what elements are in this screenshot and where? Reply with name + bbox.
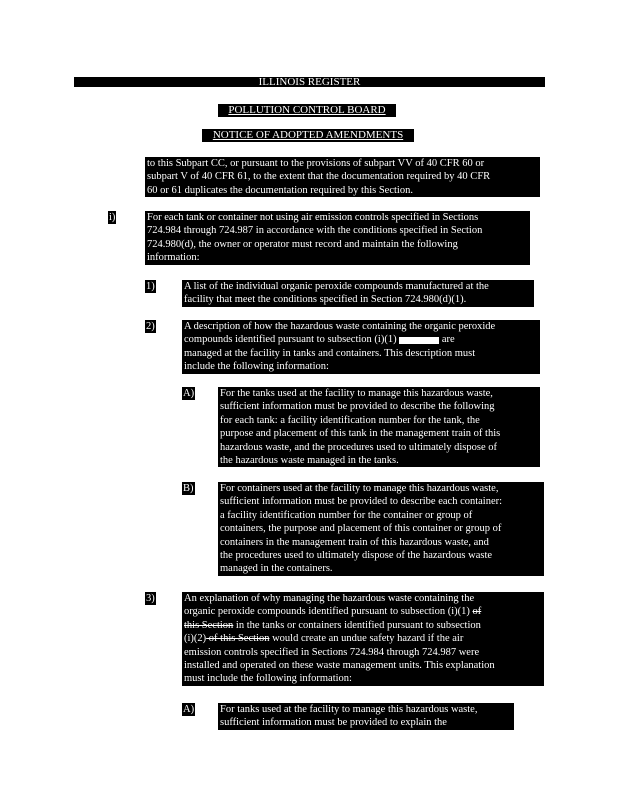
- item-3a-paragraph: [218, 703, 514, 730]
- item-i-paragraph: [145, 211, 530, 265]
- text-segment: organic peroxide compounds identified pursuant to subsection (i)(1): [184, 606, 470, 618]
- deleted-text: of: [472, 606, 482, 618]
- text-line: [184, 619, 542, 632]
- text-line: installed and operated on these waste management units. This explanation: [184, 660, 495, 672]
- text-line: emission controls specified in Sections 724.984 through 724.987 were: [184, 646, 480, 658]
- text-line: managed at the facility in tanks and containers. This description must: [184, 347, 476, 359]
- item-2a-paragraph: [218, 387, 540, 467]
- item-2-paragraph: [182, 320, 540, 374]
- text-line: For the tanks used at the facility to manage this hazardous waste,: [220, 388, 493, 399]
- text-line: 60 or 61 duplicates the documentation required by this Section.: [147, 184, 413, 196]
- deleted-text: of this Section: [206, 633, 270, 645]
- text-line: [184, 333, 538, 346]
- text-line: containers, the purpose and placement of this container or group of: [220, 523, 502, 535]
- item-2a-label: A): [183, 388, 195, 399]
- text-line: An explanation of why managing the hazardous waste containing the: [184, 593, 475, 604]
- text-line: containers in the management train of this hazardous waste, and: [220, 536, 489, 548]
- text-line: for each tank: a facility identification number for the tank, the: [220, 414, 480, 426]
- redaction-mark: [399, 337, 439, 344]
- text-line: 724.984 through 724.987 in accordance with the conditions specified in Section: [147, 225, 483, 237]
- text-line: a facility identification number for the container or group of: [220, 509, 473, 521]
- text-line: the hazardous waste managed in the tanks.: [220, 455, 399, 467]
- text-segment: (i)(2): [184, 633, 207, 645]
- item-3-label: 3): [146, 593, 155, 604]
- text-line: include the following information:: [184, 361, 329, 373]
- text-line: sufficient information must be provided to describe each container:: [220, 496, 503, 508]
- item-3-paragraph: [182, 592, 544, 686]
- text-line: [184, 632, 542, 645]
- item-2-label: 2): [146, 321, 155, 332]
- text-line: to this Subpart CC, or pursuant to the provisions of subpart VV of 40 CFR 60 or: [147, 158, 485, 169]
- text-line: subpart V of 40 CFR 61, to the extent that the documentation required by 40 CFR: [147, 171, 491, 183]
- text-line: [184, 605, 542, 618]
- text-line: sufficient information must be provided to describe the following: [220, 401, 495, 413]
- text-line: A description of how the hazardous waste containing the organic peroxide: [184, 321, 496, 332]
- board-title: POLLUTION CONTROL BOARD: [218, 104, 396, 117]
- item-3a-label: A): [183, 704, 195, 715]
- text-line: 724.980(d), the owner or operator must record and maintain the following: [147, 238, 458, 250]
- text-line: hazardous waste, and the procedures used to ultimately dispose of: [220, 441, 498, 453]
- item-2b-paragraph: [218, 482, 544, 576]
- text-segment: would create an undue safety hazard if the air: [269, 633, 464, 645]
- text-line: the procedures used to ultimately dispose of the hazardous waste: [220, 550, 493, 562]
- text-line: For containers used at the facility to manage this hazardous waste,: [220, 483, 499, 494]
- register-header-bar: [74, 77, 545, 87]
- intro-paragraph: [145, 157, 540, 197]
- item-1-label: 1): [146, 281, 155, 292]
- text-segment: in the tanks or containers identified pursuant to subsection: [233, 619, 481, 631]
- text-line: facility that meet the conditions specified in Section 724.980(d)(1).: [184, 294, 467, 306]
- text-line: For each tank or container not using air emission controls specified in Sections: [147, 212, 479, 223]
- text-segment: compounds identified pursuant to subsection (i)(1): [184, 334, 397, 346]
- deleted-text: this Section: [184, 619, 234, 631]
- text-line: must include the following information:: [184, 673, 352, 685]
- item-2b-label: B): [183, 483, 194, 494]
- text-segment: are: [441, 334, 455, 346]
- notice-title: NOTICE OF ADOPTED AMENDMENTS: [202, 129, 414, 142]
- text-line: A list of the individual organic peroxide compounds manufactured at the: [184, 281, 489, 292]
- item-i-label: i): [109, 212, 116, 223]
- text-line: managed in the containers.: [220, 563, 333, 575]
- text-line: For tanks used at the facility to manage this hazardous waste,: [220, 704, 478, 715]
- text-line: information:: [147, 252, 200, 264]
- item-1-paragraph: [182, 280, 534, 307]
- register-title: ILLINOIS REGISTER: [258, 76, 361, 88]
- text-line: sufficient information must be provided to explain the: [220, 717, 447, 729]
- text-line: purpose and placement of this tank in the management train of this: [220, 428, 501, 440]
